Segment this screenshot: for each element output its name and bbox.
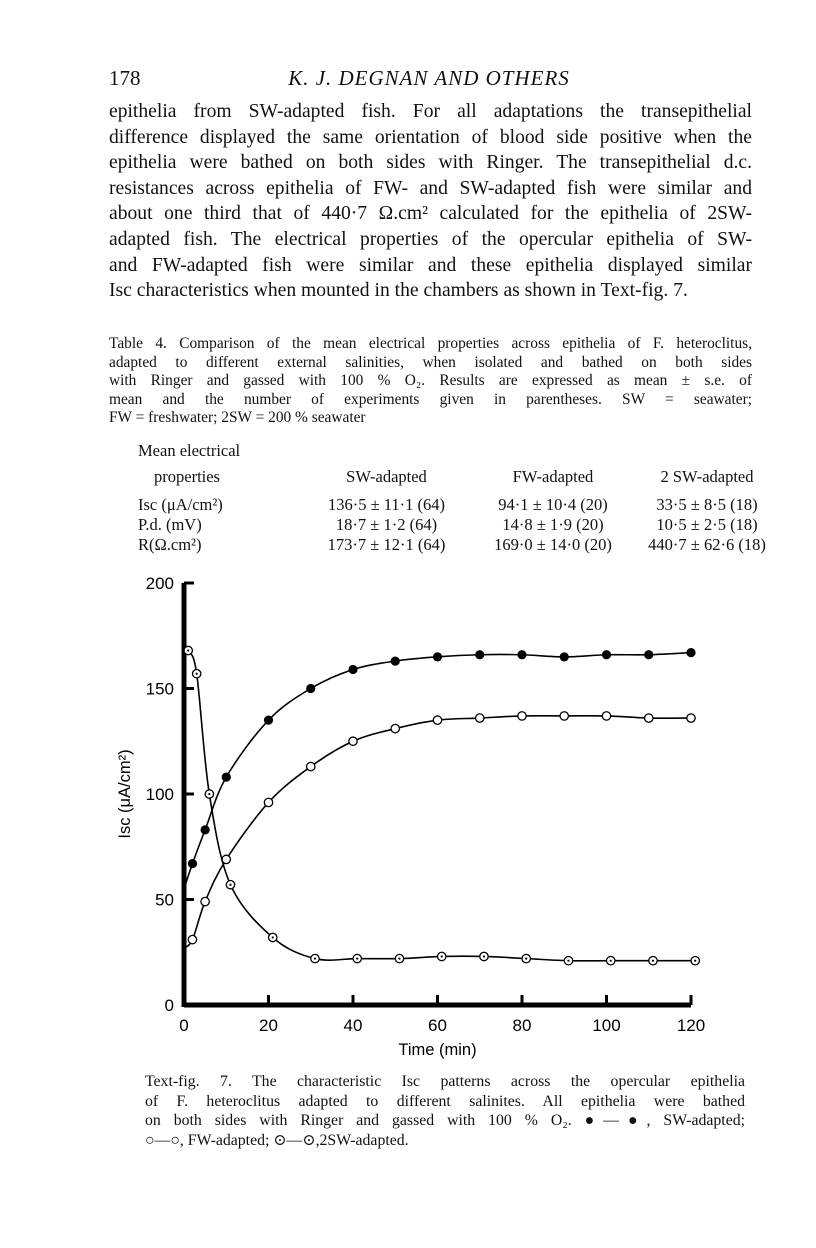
body-line: epithelia were bathed on both sides with Ringer. The transepithelial d.c. bbox=[109, 152, 752, 174]
table-caption bbox=[109, 335, 752, 428]
table-cell: 94·1 ± 10·4 (20) bbox=[498, 495, 608, 514]
table-caption-line: with Ringer and gassed with 100 % O₂. Results are expressed as mean ± s.e. of bbox=[109, 372, 752, 390]
data-point bbox=[201, 825, 210, 834]
table-cell: 10·5 ± 2·5 (18) bbox=[656, 515, 758, 534]
body-paragraph bbox=[109, 99, 752, 304]
running-title: K. J. DEGNAN AND OTHERS bbox=[288, 66, 570, 90]
data-point-dot bbox=[208, 793, 210, 795]
data-point-dot bbox=[694, 960, 696, 962]
y-tick-label: 0 bbox=[164, 996, 174, 1015]
data-point-dot bbox=[441, 955, 443, 957]
x-tick-label: 120 bbox=[676, 1016, 706, 1035]
data-point bbox=[226, 881, 234, 889]
body-line: and FW-adapted fish were similar and these epithelia displayed similar bbox=[109, 254, 752, 276]
x-tick-label: 40 bbox=[343, 1016, 363, 1035]
data-point bbox=[349, 737, 357, 745]
data-point bbox=[480, 952, 488, 960]
data-point-dot bbox=[567, 960, 569, 962]
table-header-label: Mean electrical bbox=[138, 441, 241, 460]
body-line: about one third that of 440·7 Ω.cm² calculated for the epithelia of 2SW- bbox=[109, 203, 752, 225]
data-point-dot bbox=[229, 884, 231, 886]
page-header bbox=[109, 66, 749, 94]
x-axis-label: Time (min) bbox=[398, 1041, 477, 1059]
chart-series bbox=[184, 646, 699, 965]
figure-caption bbox=[145, 1072, 745, 1150]
data-point bbox=[391, 724, 399, 732]
table-caption-line: adapted to different external salinities, when isolated and bathed on both sides bbox=[109, 353, 752, 371]
data-point bbox=[264, 798, 272, 806]
row-label: R(Ω.cm²) bbox=[138, 535, 202, 554]
series-line bbox=[184, 646, 695, 961]
data-point-dot bbox=[525, 957, 527, 959]
table-row bbox=[138, 535, 777, 555]
table-caption-line: FW = freshwater; 2SW = 200 % seawater bbox=[109, 409, 366, 427]
body-line: epithelia from SW-adapted fish. For all adaptations the transepithelial bbox=[109, 101, 752, 122]
column-header: FW-adapted bbox=[512, 467, 594, 486]
isc-time-chart bbox=[100, 565, 740, 1065]
body-line: Isc characteristics when mounted in the chambers as shown in Text-fig. 7. bbox=[109, 280, 688, 302]
x-tick-label: 100 bbox=[592, 1016, 621, 1035]
data-point bbox=[222, 773, 231, 782]
table-cell: 136·5 ± 11·1 (64) bbox=[327, 495, 446, 514]
figure-caption-line: Text-fig. 7. The characteristic Isc patterns across the opercular epithelia bbox=[145, 1073, 745, 1090]
y-tick-label: 50 bbox=[155, 890, 174, 910]
x-tick-label: 80 bbox=[512, 1016, 532, 1035]
column-header: SW-adapted bbox=[346, 467, 427, 486]
series-line bbox=[184, 716, 691, 948]
chart-labels bbox=[116, 574, 705, 1059]
table-caption-line: mean and the number of experiments given in parentheses. SW = seawater; bbox=[109, 390, 752, 408]
data-point bbox=[607, 956, 615, 964]
column-header: 2 SW-adapted bbox=[660, 467, 754, 486]
data-point bbox=[395, 954, 403, 962]
data-point-dot bbox=[272, 936, 274, 938]
table-cell: 169·0 ± 14·0 (20) bbox=[494, 535, 612, 554]
data-point-dot bbox=[187, 649, 189, 651]
data-point bbox=[433, 716, 441, 724]
data-point bbox=[522, 954, 530, 962]
data-point-dot bbox=[652, 960, 654, 962]
data-point bbox=[517, 650, 526, 659]
data-point bbox=[602, 712, 610, 720]
row-label: Isc (μA/cm²) bbox=[138, 495, 223, 514]
data-point bbox=[475, 650, 484, 659]
data-point bbox=[560, 712, 568, 720]
data-point bbox=[438, 952, 446, 960]
data-point-dot bbox=[610, 960, 612, 962]
data-point bbox=[687, 714, 695, 722]
data-point bbox=[353, 954, 361, 962]
data-point bbox=[306, 684, 315, 693]
data-point bbox=[269, 933, 277, 941]
body-line: adapted fish. The electrical properties of the opercular epithelia of SW- bbox=[109, 228, 752, 250]
series-line bbox=[184, 653, 691, 889]
electrical-properties-table bbox=[138, 441, 777, 555]
body-line: difference displayed the same orientation of blood side positive when the bbox=[109, 126, 752, 148]
data-point bbox=[188, 935, 196, 943]
chart-axes bbox=[184, 583, 691, 1007]
x-tick-label: 20 bbox=[259, 1016, 278, 1035]
data-point bbox=[205, 790, 213, 798]
x-tick-label: 60 bbox=[428, 1016, 447, 1035]
data-point bbox=[602, 650, 611, 659]
data-point-dot bbox=[314, 957, 316, 959]
data-point bbox=[691, 956, 699, 964]
figure-caption-line: of F. heteroclitus adapted to different salinites. All epithelia were bathed bbox=[145, 1092, 745, 1110]
table-cell: 440·7 ± 62·6 (18) bbox=[648, 535, 766, 554]
data-point-dot bbox=[356, 957, 358, 959]
data-point-dot bbox=[196, 673, 198, 675]
page-number: 178 bbox=[109, 66, 141, 90]
y-tick-label: 150 bbox=[145, 679, 174, 699]
data-point-dot bbox=[483, 955, 485, 957]
data-point bbox=[564, 956, 572, 964]
data-point bbox=[348, 665, 357, 674]
data-point bbox=[201, 897, 209, 905]
table-caption-line: Table 4. Comparison of the mean electrical properties across epithelia of F. heteroclitus, bbox=[109, 335, 752, 352]
table-cell: 14·8 ± 1·9 (20) bbox=[502, 515, 604, 534]
table-cell: 18·7 ± 1·2 (64) bbox=[335, 515, 438, 534]
data-point bbox=[192, 670, 200, 678]
data-point-dot bbox=[398, 957, 400, 959]
figure-caption-line: ○—○, FW-adapted; ⊙—⊙,2SW-adapted. bbox=[145, 1131, 409, 1149]
data-point bbox=[560, 652, 569, 661]
table-row bbox=[138, 495, 777, 515]
data-point bbox=[307, 762, 315, 770]
data-point bbox=[644, 650, 653, 659]
data-point bbox=[391, 656, 400, 665]
row-label: P.d. (mV) bbox=[138, 515, 202, 534]
table-cell: 173·7 ± 12·1 (64) bbox=[327, 535, 446, 554]
data-point bbox=[311, 954, 319, 962]
data-point bbox=[686, 648, 695, 657]
y-axis-label: Isc (μA/cm²) bbox=[116, 749, 134, 839]
data-point bbox=[264, 716, 273, 725]
table-header-label: properties bbox=[154, 467, 220, 486]
data-point bbox=[188, 859, 197, 868]
data-point bbox=[518, 712, 526, 720]
figure-caption-line: on both sides with Ringer and gassed with 100 % O₂. ●—●, SW-adapted; bbox=[145, 1112, 745, 1129]
table-row bbox=[138, 515, 777, 535]
data-point bbox=[433, 652, 442, 661]
data-point bbox=[184, 646, 192, 654]
x-tick-label: 0 bbox=[179, 1016, 189, 1035]
y-tick-label: 200 bbox=[145, 574, 174, 593]
data-point bbox=[645, 714, 653, 722]
table-cell: 33·5 ± 8·5 (18) bbox=[656, 495, 758, 514]
y-tick-label: 100 bbox=[145, 785, 174, 804]
body-line: resistances across epithelia of FW- and SW-adapted fish were similar and bbox=[109, 177, 752, 199]
data-point bbox=[476, 714, 484, 722]
data-point bbox=[649, 956, 657, 964]
